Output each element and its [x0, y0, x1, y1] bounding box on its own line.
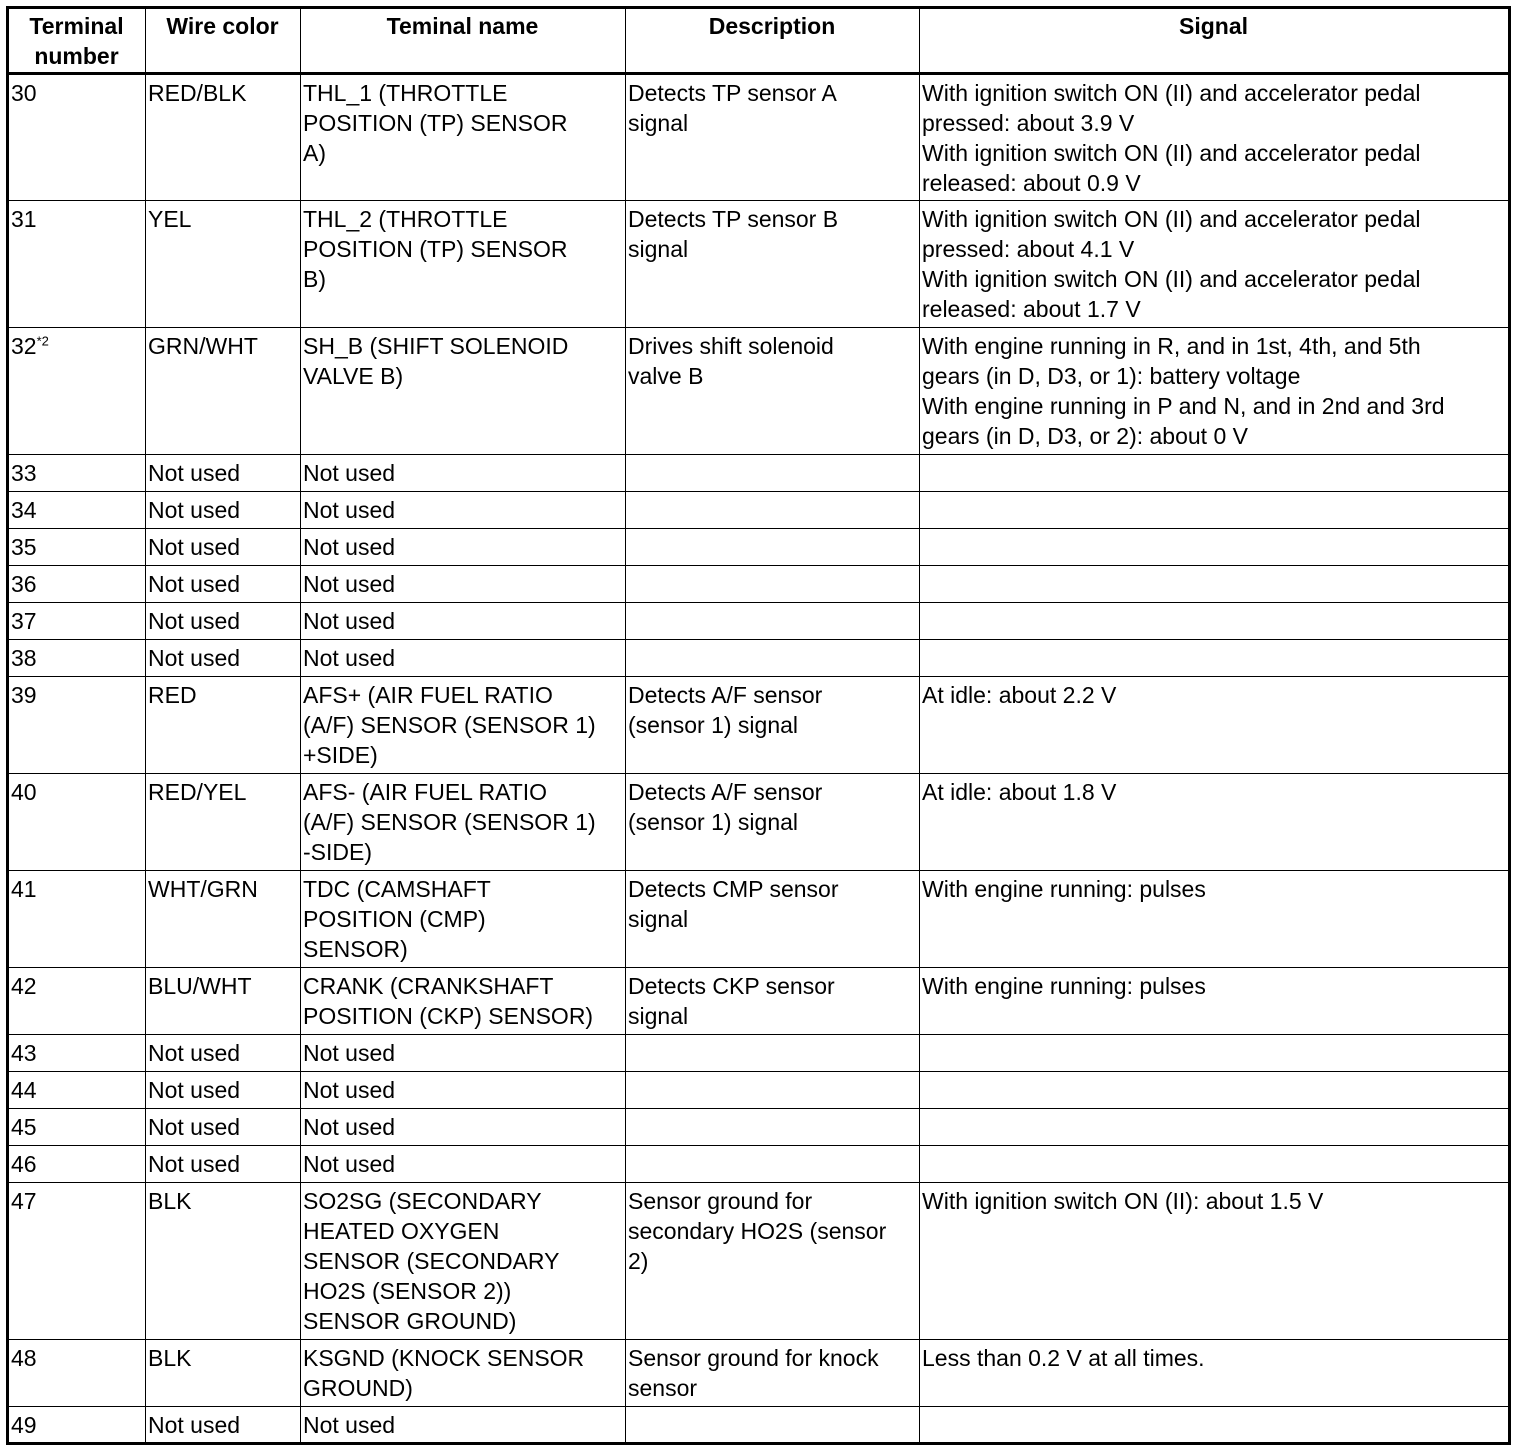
wire-color-cell: Not used [146, 1072, 301, 1109]
wire-color-cell: RED/BLK [146, 74, 301, 201]
terminal-name-cell [301, 1072, 626, 1109]
description-line: valve B [628, 363, 704, 389]
terminal-number-cell [8, 529, 146, 566]
terminal-name-line: TDC (CAMSHAFT [303, 876, 491, 902]
header-signal: Signal [920, 8, 1510, 74]
signal-cell [920, 603, 1510, 640]
signal-line: pressed: about 4.1 V [922, 236, 1135, 262]
terminal-name-line: (A/F) SENSOR (SENSOR 1) [303, 712, 596, 738]
terminal-name-line: POSITION (TP) SENSOR [303, 110, 568, 136]
terminal-number: 32 [11, 333, 37, 359]
wire-color-cell: Not used [146, 492, 301, 529]
terminal-number: 48 [11, 1345, 37, 1371]
signal-cell [920, 201, 1510, 328]
description-line: 2) [628, 1248, 649, 1274]
terminal-number-cell [8, 1072, 146, 1109]
description-cell [626, 529, 920, 566]
terminal-name-cell [301, 201, 626, 328]
signal-cell [920, 566, 1510, 603]
signal-cell [920, 74, 1510, 201]
terminal-name-line: SO2SG (SECONDARY [303, 1188, 542, 1214]
wire-color-cell: RED/YEL [146, 774, 301, 871]
signal-cell [920, 1109, 1510, 1146]
signal-line: With ignition switch ON (II) and accelerator pedal [922, 266, 1421, 292]
header-terminal-name: Teminal name [301, 8, 626, 74]
wire-color-cell: Not used [146, 640, 301, 677]
terminal-number: 44 [11, 1077, 37, 1103]
table-row [8, 455, 1510, 492]
signal-line: gears (in D, D3, or 1): battery voltage [922, 363, 1301, 389]
description-cell [626, 492, 920, 529]
description-cell [626, 871, 920, 968]
terminal-number: 46 [11, 1151, 37, 1177]
terminal-number: 47 [11, 1188, 37, 1214]
terminal-name-line: -SIDE) [303, 839, 372, 865]
wire-color-cell: BLU/WHT [146, 968, 301, 1035]
signal-cell [920, 871, 1510, 968]
signal-cell [920, 455, 1510, 492]
description-cell [626, 774, 920, 871]
table-row [8, 677, 1510, 774]
footnote-marker: *2 [36, 333, 49, 349]
signal-cell [920, 640, 1510, 677]
signal-cell [920, 1035, 1510, 1072]
terminal-number-cell [8, 1035, 146, 1072]
description-line: secondary HO2S (sensor [628, 1218, 887, 1244]
description-cell [626, 1340, 920, 1407]
wire-color-cell: Not used [146, 566, 301, 603]
table-row [8, 492, 1510, 529]
terminal-name-cell [301, 1407, 626, 1444]
description-cell [626, 1035, 920, 1072]
terminal-number: 31 [11, 206, 37, 232]
signal-line: With engine running in R, and in 1st, 4th, and 5th [922, 333, 1421, 359]
signal-cell [920, 1072, 1510, 1109]
description-cell [626, 1072, 920, 1109]
terminal-number: 43 [11, 1040, 37, 1066]
signal-line: gears (in D, D3, or 2): about 0 V [922, 423, 1248, 449]
signal-cell [920, 328, 1510, 455]
terminal-name-line: AFS+ (AIR FUEL RATIO [303, 682, 553, 708]
table-row [8, 1035, 1510, 1072]
terminal-name-line: HEATED OXYGEN [303, 1218, 500, 1244]
terminal-name-line: Not used [303, 497, 396, 523]
description-cell [626, 603, 920, 640]
terminal-name-line: KSGND (KNOCK SENSOR [303, 1345, 585, 1371]
terminal-number-cell [8, 677, 146, 774]
table-row [8, 968, 1510, 1035]
wire-color-cell: GRN/WHT [146, 328, 301, 455]
table-row [8, 328, 1510, 455]
terminal-number-cell [8, 328, 146, 455]
wire-color-cell: Not used [146, 455, 301, 492]
description-line: Detects TP sensor A [628, 80, 837, 106]
signal-line: With ignition switch ON (II) and accelerator pedal [922, 140, 1421, 166]
terminal-name-line: SENSOR) [303, 936, 408, 962]
terminal-number: 38 [11, 645, 37, 671]
description-cell [626, 1183, 920, 1340]
signal-cell [920, 529, 1510, 566]
terminal-name-line: B) [303, 266, 326, 292]
terminal-name-cell [301, 774, 626, 871]
signal-cell [920, 1340, 1510, 1407]
terminal-name-line: SENSOR (SECONDARY [303, 1248, 560, 1274]
description-line: sensor [628, 1375, 698, 1401]
header-description: Description [626, 8, 920, 74]
signal-line: With engine running: pulses [922, 876, 1206, 902]
signal-cell [920, 1183, 1510, 1340]
terminal-name-line: HO2S (SENSOR 2)) [303, 1278, 512, 1304]
description-line: signal [628, 906, 689, 932]
signal-line: With engine running in P and N, and in 2nd and 3rd [922, 393, 1445, 419]
description-line: Detects A/F sensor [628, 682, 823, 708]
description-line: Sensor ground for knock [628, 1345, 879, 1371]
table-row [8, 1072, 1510, 1109]
description-cell [626, 566, 920, 603]
terminal-name-line: Not used [303, 534, 396, 560]
table-row [8, 774, 1510, 871]
wire-color-cell: Not used [146, 603, 301, 640]
terminal-number: 34 [11, 497, 37, 523]
terminal-number-cell [8, 774, 146, 871]
terminal-name-cell [301, 640, 626, 677]
description-cell [626, 74, 920, 201]
table-row [8, 1407, 1510, 1444]
table-body [8, 74, 1510, 1444]
terminal-number-cell [8, 1183, 146, 1340]
terminal-name-line: Not used [303, 645, 396, 671]
terminal-number: 42 [11, 973, 37, 999]
description-cell [626, 640, 920, 677]
description-line: signal [628, 1003, 689, 1029]
signal-line: At idle: about 2.2 V [922, 682, 1117, 708]
wire-color-cell: BLK [146, 1183, 301, 1340]
signal-line: With ignition switch ON (II) and accelerator pedal [922, 80, 1421, 106]
wire-color-cell: Not used [146, 1035, 301, 1072]
signal-line: Less than 0.2 V at all times. [922, 1345, 1205, 1371]
table-row [8, 640, 1510, 677]
wire-color-cell: Not used [146, 1109, 301, 1146]
signal-cell [920, 492, 1510, 529]
terminal-name-line: THL_2 (THROTTLE [303, 206, 508, 232]
terminal-name-cell [301, 1183, 626, 1340]
description-line: signal [628, 236, 689, 262]
terminal-number: 40 [11, 779, 37, 805]
terminal-number-cell [8, 871, 146, 968]
terminal-number-cell [8, 1340, 146, 1407]
terminal-name-cell [301, 566, 626, 603]
table-row [8, 871, 1510, 968]
terminal-number: 30 [11, 80, 37, 106]
table-row [8, 1146, 1510, 1183]
terminal-number-cell [8, 74, 146, 201]
terminal-number: 41 [11, 876, 37, 902]
description-cell [626, 328, 920, 455]
wire-color-cell: BLK [146, 1340, 301, 1407]
signal-cell [920, 677, 1510, 774]
description-cell [626, 677, 920, 774]
terminal-name-line: +SIDE) [303, 742, 378, 768]
signal-cell [920, 774, 1510, 871]
terminal-number: 49 [11, 1412, 37, 1438]
terminal-number: 35 [11, 534, 37, 560]
table-row [8, 1340, 1510, 1407]
terminal-number-cell [8, 603, 146, 640]
terminal-name-line: Not used [303, 1412, 396, 1438]
terminal-number: 33 [11, 460, 37, 486]
terminal-name-line: Not used [303, 1077, 396, 1103]
description-line: signal [628, 110, 689, 136]
signal-line: released: about 1.7 V [922, 296, 1141, 322]
terminal-name-cell [301, 529, 626, 566]
wire-color-cell: Not used [146, 1146, 301, 1183]
terminal-name-cell [301, 492, 626, 529]
terminal-name-line: SENSOR GROUND) [303, 1308, 517, 1334]
description-line: (sensor 1) signal [628, 712, 799, 738]
description-cell [626, 1146, 920, 1183]
description-line: Drives shift solenoid [628, 333, 834, 359]
terminal-number-cell [8, 968, 146, 1035]
terminal-name-line: POSITION (CMP) [303, 906, 486, 932]
signal-line: With engine running: pulses [922, 973, 1206, 999]
signal-cell [920, 1146, 1510, 1183]
description-cell [626, 968, 920, 1035]
terminal-name-cell [301, 1109, 626, 1146]
wire-color-cell: RED [146, 677, 301, 774]
description-line: Detects CMP sensor [628, 876, 839, 902]
terminal-number: 39 [11, 682, 37, 708]
terminal-name-line: GROUND) [303, 1375, 413, 1401]
wire-color-cell: WHT/GRN [146, 871, 301, 968]
terminal-name-line: A) [303, 140, 326, 166]
terminal-name-line: Not used [303, 1151, 396, 1177]
terminal-number: 45 [11, 1114, 37, 1140]
terminal-number-cell [8, 566, 146, 603]
signal-line: pressed: about 3.9 V [922, 110, 1135, 136]
terminal-name-line: POSITION (TP) SENSOR [303, 236, 568, 262]
signal-line: With ignition switch ON (II) and accelerator pedal [922, 206, 1421, 232]
table-row [8, 201, 1510, 328]
terminal-name-line: AFS- (AIR FUEL RATIO [303, 779, 548, 805]
table-row [8, 529, 1510, 566]
header-terminal-number: Terminal number [8, 8, 146, 74]
signal-line: With ignition switch ON (II): about 1.5 V [922, 1188, 1324, 1214]
signal-line: released: about 0.9 V [922, 170, 1141, 196]
terminal-name-cell [301, 1340, 626, 1407]
header-wire-color: Wire color [146, 8, 301, 74]
terminal-name-cell [301, 455, 626, 492]
terminal-table [6, 6, 1511, 1445]
terminal-name-cell [301, 1035, 626, 1072]
wire-color-cell: Not used [146, 1407, 301, 1444]
terminal-name-line: SH_B (SHIFT SOLENOID [303, 333, 569, 359]
terminal-name-cell [301, 328, 626, 455]
terminal-name-line: VALVE B) [303, 363, 404, 389]
table-row [8, 1183, 1510, 1340]
terminal-name-line: POSITION (CKP) SENSOR) [303, 1003, 594, 1029]
terminal-name-cell [301, 968, 626, 1035]
terminal-number: 37 [11, 608, 37, 634]
terminal-number-cell [8, 1146, 146, 1183]
terminal-name-cell [301, 74, 626, 201]
terminal-name-line: Not used [303, 571, 396, 597]
description-line: Detects CKP sensor [628, 973, 835, 999]
description-cell [626, 1407, 920, 1444]
signal-line: At idle: about 1.8 V [922, 779, 1117, 805]
terminal-name-line: Not used [303, 608, 396, 634]
signal-cell [920, 968, 1510, 1035]
header-row [8, 8, 1510, 74]
description-cell [626, 201, 920, 328]
description-line: Detects TP sensor B [628, 206, 839, 232]
wire-color-cell: Not used [146, 529, 301, 566]
terminal-number-cell [8, 201, 146, 328]
description-line: (sensor 1) signal [628, 809, 799, 835]
terminal-number: 36 [11, 571, 37, 597]
terminal-name-cell [301, 1146, 626, 1183]
table-row [8, 603, 1510, 640]
terminal-number-cell [8, 1109, 146, 1146]
wire-color-cell: YEL [146, 201, 301, 328]
terminal-name-cell [301, 871, 626, 968]
terminal-number-cell [8, 455, 146, 492]
terminal-name-line: CRANK (CRANKSHAFT [303, 973, 554, 999]
table-row [8, 1109, 1510, 1146]
terminal-name-line: (A/F) SENSOR (SENSOR 1) [303, 809, 596, 835]
terminal-number-cell [8, 492, 146, 529]
terminal-name-cell [301, 677, 626, 774]
table-row [8, 74, 1510, 201]
signal-cell [920, 1407, 1510, 1444]
description-cell [626, 1109, 920, 1146]
terminal-number-cell [8, 640, 146, 677]
description-line: Sensor ground for [628, 1188, 813, 1214]
description-line: Detects A/F sensor [628, 779, 823, 805]
terminal-name-line: Not used [303, 460, 396, 486]
description-cell [626, 455, 920, 492]
terminal-name-line: Not used [303, 1040, 396, 1066]
terminal-number-cell [8, 1407, 146, 1444]
terminal-name-line: Not used [303, 1114, 396, 1140]
terminal-name-cell [301, 603, 626, 640]
terminal-name-line: THL_1 (THROTTLE [303, 80, 508, 106]
table-row [8, 566, 1510, 603]
